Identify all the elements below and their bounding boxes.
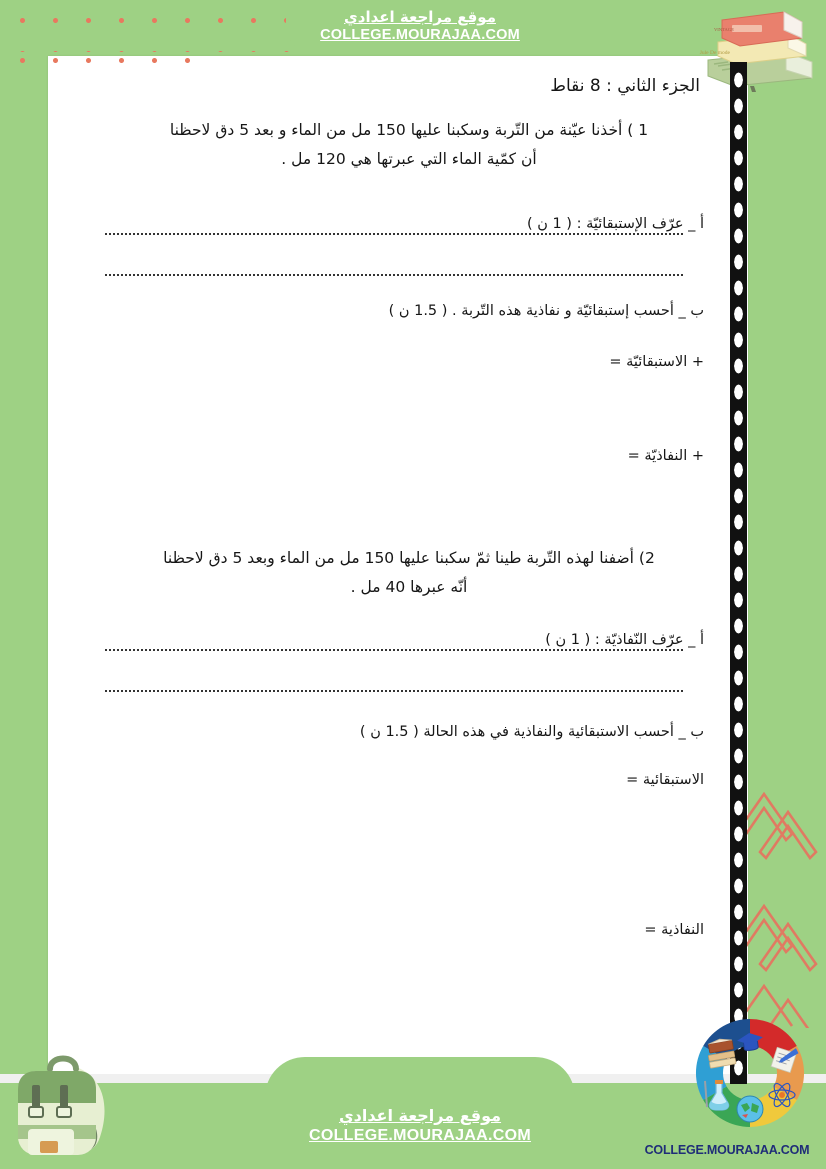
answer-dotted-line[interactable] [105,274,683,276]
question-2-line-1: 2) أضفنا لهذه التّربة طينا ثمّ سكبنا عليها 150 مل من الماء وبعد 5 دق لاحظنا [163,549,655,567]
question-2-line-2: أنّه عبرها 40 مل . [350,577,468,596]
answer-dotted-line[interactable] [105,233,683,235]
question-1-line-2: أن كمّية الماء التي عبرتها هي 120 مل . [281,149,537,168]
answer-dotted-line[interactable] [105,649,683,651]
footer-site-name: موقع مراجعة اعدادي [338,1106,502,1125]
question-2-body [114,544,704,601]
stack-of-books-icon [694,2,820,92]
question-1-body [114,116,704,173]
question-2-sub-b: ب _ أحسب الاستبقائية والنفاذية في هذه الحالة ( 1.5 ن ) [359,724,704,740]
logo-caption: COLLEGE.MOURAJAA.COM [644,1143,810,1157]
svg-text:Jule De mode: Jule De mode [699,50,730,56]
backpack-icon [4,1037,124,1167]
education-donut-logo-icon [688,1011,812,1135]
question-1-line-1: 1 ) أخذنا عيّنة من التّربة وسكبنا عليها 150 مل من الماء و بعد 5 دق لاحظنا [169,121,649,139]
spiral-holes [730,62,747,1084]
question-1-answer-permeability: + النفاذيّة = [627,448,704,464]
question-1-answer-retention: + الاستبقائيّة = [609,354,704,370]
question-2-answer-retention: الاستبقائية = [626,772,704,788]
question-1-sub-a: أ _ عرّف الإستبقائيّة : ( 1 ن ) [526,216,704,232]
footer-banner [265,1057,575,1153]
answer-dotted-line[interactable] [105,690,683,692]
footer-site-url[interactable]: COLLEGE.MOURAJAA.COM [309,1127,531,1144]
document-content [48,56,748,1080]
spiral-binding-icon [730,62,747,1084]
question-2-answer-permeability: النفاذية = [644,922,704,938]
header-site-name: موقع مراجعة اعدادي [344,7,496,26]
question-2-sub-a: أ _ عرّف النّفاذيّة : ( 1 ن ) [545,632,704,648]
header-site-url[interactable]: COLLEGE.MOURAJAA.COM [320,27,520,44]
header-banner [286,0,554,52]
svg-text:VINTAGE: VINTAGE [713,27,734,32]
chevron-up-icon-group [734,778,826,1028]
question-1-sub-b: ب _ أحسب إستبقائيّة و نفاذية هذه التّربة . ( 1.5 ن ) [388,303,704,319]
page-title: الجزء الثاني : 8 نقاط [550,76,700,96]
